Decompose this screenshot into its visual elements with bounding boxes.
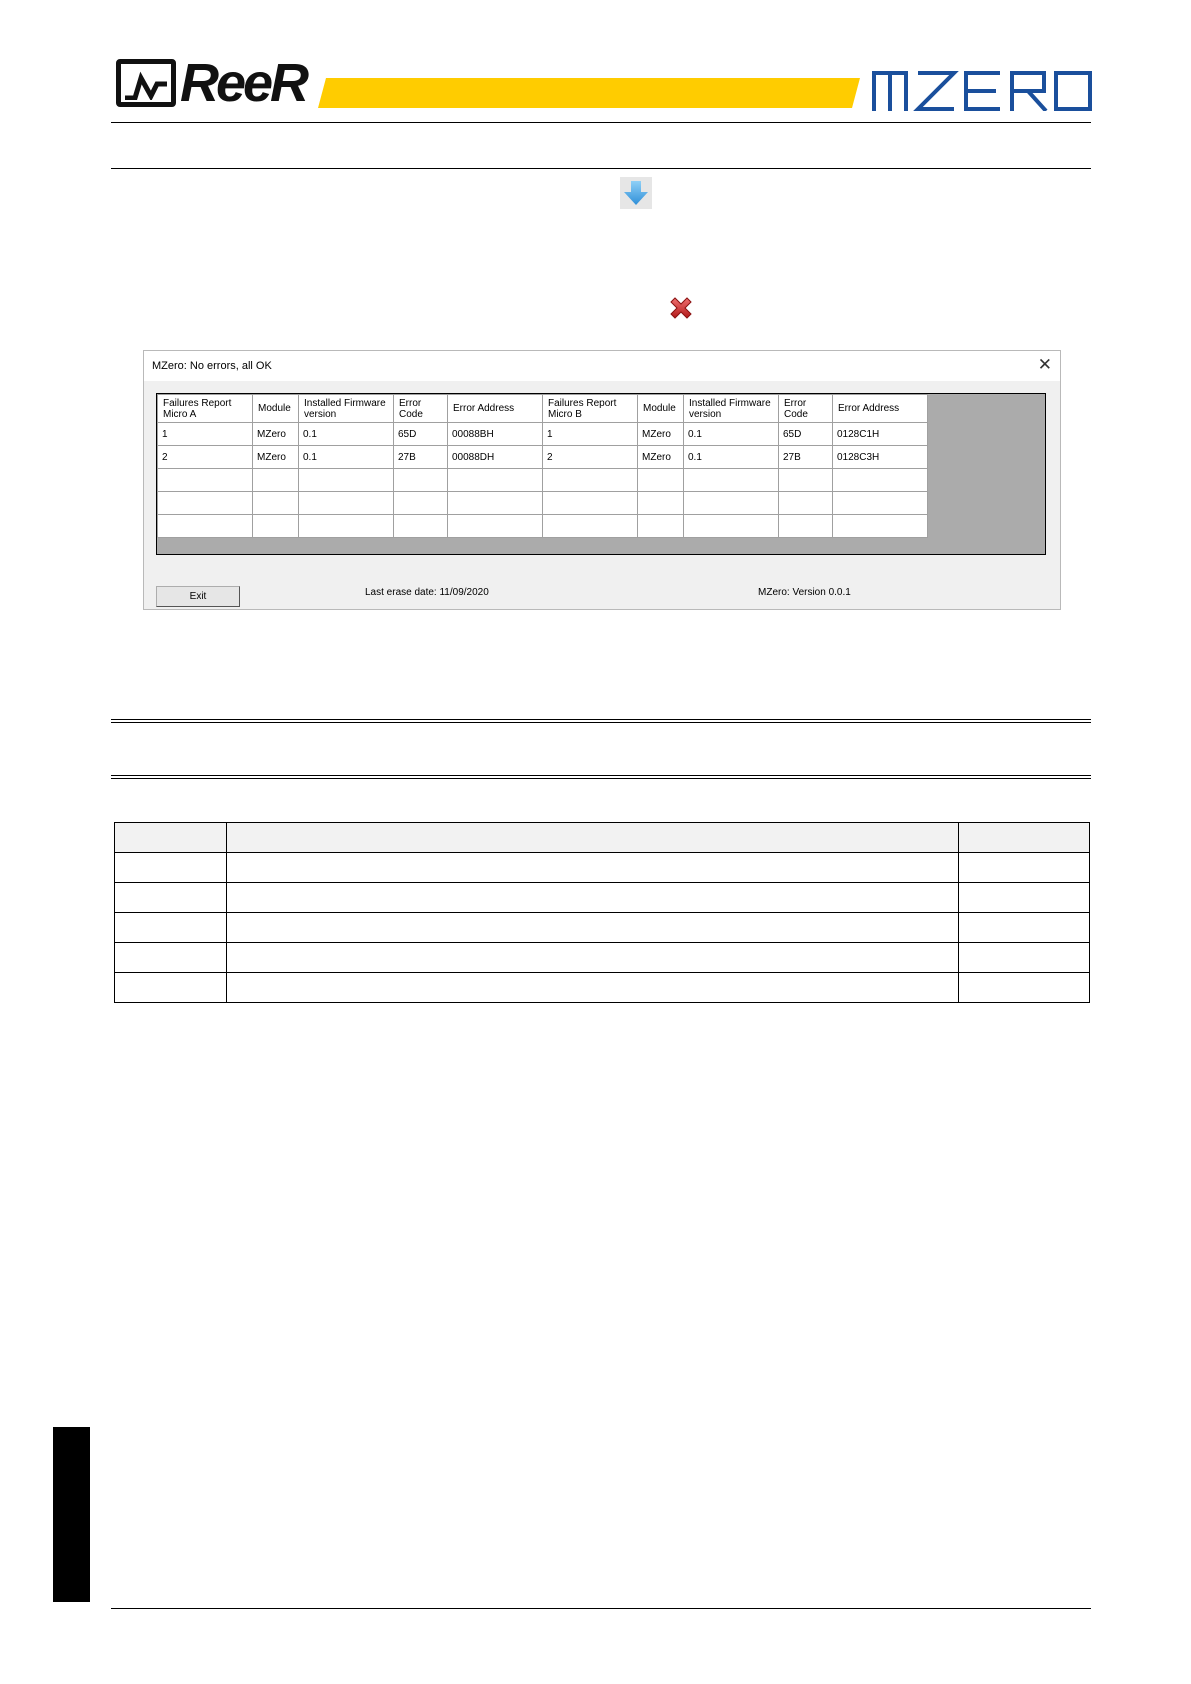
grid-header-cell[interactable] xyxy=(394,395,448,423)
grid-header-cell[interactable] xyxy=(833,395,928,423)
revision-row xyxy=(115,853,1090,883)
language-side-tab xyxy=(53,1427,90,1602)
grid-cell[interactable] xyxy=(448,469,543,492)
revision-cell xyxy=(226,973,958,1003)
reer-logo-text: ReeR xyxy=(180,53,307,113)
grid-cell[interactable]: 00088DH xyxy=(448,446,543,469)
grid-header-text: Micro B xyxy=(548,408,582,420)
grid-header-text: Error xyxy=(399,397,422,409)
footer-rule xyxy=(111,1608,1091,1609)
exit-button[interactable]: Exit xyxy=(156,586,240,607)
grid-header-text: Error Address xyxy=(453,403,515,414)
grid-cell[interactable] xyxy=(833,515,928,538)
revision-cell xyxy=(115,913,227,943)
grid-cell[interactable] xyxy=(638,515,684,538)
grid-cell[interactable] xyxy=(253,515,299,538)
revision-cell xyxy=(226,913,958,943)
grid-cell[interactable] xyxy=(299,469,394,492)
grid-cell[interactable]: 0.1 xyxy=(684,423,779,446)
grid-cell[interactable]: 27B xyxy=(394,446,448,469)
revision-row xyxy=(115,973,1090,1003)
revision-cell xyxy=(226,853,958,883)
grid-header-text: Code xyxy=(399,408,423,420)
section-rule xyxy=(111,168,1091,169)
revision-row xyxy=(115,943,1090,973)
revision-cell xyxy=(959,853,1090,883)
grid-cell[interactable]: 0128C3H xyxy=(833,446,928,469)
revision-cell xyxy=(115,883,227,913)
grid-cell[interactable] xyxy=(394,469,448,492)
arrow-down-icon xyxy=(620,177,652,209)
grid-cell[interactable]: 0128C1H xyxy=(833,423,928,446)
grid-cell[interactable]: 2 xyxy=(158,446,253,469)
grid-cell[interactable] xyxy=(299,492,394,515)
grid-cell[interactable] xyxy=(833,469,928,492)
grid-cell[interactable] xyxy=(684,469,779,492)
reer-logo-mark-icon xyxy=(116,59,176,107)
grid-cell[interactable] xyxy=(158,492,253,515)
grid-row[interactable] xyxy=(158,469,928,492)
grid-cell[interactable] xyxy=(394,492,448,515)
grid-cell[interactable] xyxy=(638,469,684,492)
revision-cell xyxy=(115,973,227,1003)
grid-cell[interactable]: 2 xyxy=(543,446,638,469)
grid-header-text: version xyxy=(304,408,337,420)
grid-header-cell[interactable] xyxy=(779,395,833,423)
grid-cell[interactable] xyxy=(299,515,394,538)
grid-header-text: Code xyxy=(784,408,808,420)
grid-cell[interactable]: 0.1 xyxy=(684,446,779,469)
grid-cell[interactable] xyxy=(448,515,543,538)
grid-cell[interactable]: 0.1 xyxy=(299,446,394,469)
yellow-brand-band xyxy=(318,78,860,108)
grid-cell[interactable] xyxy=(543,469,638,492)
revision-cell xyxy=(115,853,227,883)
failures-report-dialog xyxy=(143,350,1061,610)
grid-row[interactable] xyxy=(158,446,928,469)
grid-header-cell[interactable] xyxy=(299,395,394,423)
grid-cell[interactable]: 27B xyxy=(779,446,833,469)
grid-header-cell[interactable] xyxy=(448,395,543,423)
mzero-logo xyxy=(872,71,1092,111)
grid-header-cell[interactable] xyxy=(158,395,253,423)
grid-cell[interactable] xyxy=(543,492,638,515)
failures-grid xyxy=(157,394,928,538)
grid-cell[interactable] xyxy=(779,515,833,538)
grid-cell[interactable] xyxy=(158,469,253,492)
failures-grid-container xyxy=(156,393,1046,555)
grid-header-cell[interactable] xyxy=(543,395,638,423)
grid-header-text: version xyxy=(689,408,722,420)
grid-cell[interactable]: MZero xyxy=(638,423,684,446)
revision-cell xyxy=(959,913,1090,943)
grid-cell[interactable]: 1 xyxy=(158,423,253,446)
grid-row[interactable] xyxy=(158,423,928,446)
grid-cell[interactable]: 1 xyxy=(543,423,638,446)
grid-cell[interactable] xyxy=(638,492,684,515)
reer-logo xyxy=(116,53,307,113)
grid-cell[interactable] xyxy=(779,492,833,515)
grid-cell[interactable] xyxy=(253,492,299,515)
revision-cell xyxy=(115,823,227,853)
revision-cell xyxy=(959,883,1090,913)
grid-cell[interactable]: MZero xyxy=(253,446,299,469)
revision-cell xyxy=(226,823,958,853)
grid-header-text: Failures Report xyxy=(163,397,232,409)
close-icon[interactable]: ✕ xyxy=(1037,355,1052,374)
grid-header-text: Error Address xyxy=(838,403,900,414)
grid-header-text: Micro A xyxy=(163,408,197,420)
grid-header-cell[interactable] xyxy=(684,395,779,423)
revision-header-row xyxy=(115,823,1090,853)
grid-cell[interactable]: 65D xyxy=(394,423,448,446)
grid-cell[interactable] xyxy=(779,469,833,492)
header-rule xyxy=(111,122,1091,123)
grid-cell[interactable] xyxy=(684,492,779,515)
double-rule-bottom xyxy=(111,775,1091,779)
grid-row[interactable] xyxy=(158,515,928,538)
grid-header-text: Installed Firmware xyxy=(689,397,771,409)
revision-table xyxy=(114,822,1090,1003)
grid-cell[interactable] xyxy=(543,515,638,538)
revision-cell xyxy=(226,883,958,913)
grid-header-text: Module xyxy=(258,403,291,414)
grid-cell[interactable] xyxy=(158,515,253,538)
grid-cell[interactable] xyxy=(833,492,928,515)
grid-cell[interactable]: 0.1 xyxy=(299,423,394,446)
grid-header-text: Installed Firmware xyxy=(304,397,386,409)
revision-cell xyxy=(959,973,1090,1003)
grid-row[interactable] xyxy=(158,492,928,515)
grid-cell[interactable] xyxy=(253,469,299,492)
grid-cell[interactable]: MZero xyxy=(638,446,684,469)
grid-cell[interactable]: MZero xyxy=(253,423,299,446)
revision-row xyxy=(115,913,1090,943)
dialog-title: MZero: No errors, all OK xyxy=(152,360,272,372)
grid-header-cell[interactable] xyxy=(638,395,684,423)
double-rule-top xyxy=(111,719,1091,723)
grid-header-row xyxy=(158,395,928,423)
revision-cell xyxy=(115,943,227,973)
grid-cell[interactable]: 65D xyxy=(779,423,833,446)
grid-header-cell[interactable] xyxy=(253,395,299,423)
revision-cell xyxy=(959,943,1090,973)
revision-cell xyxy=(226,943,958,973)
revision-row xyxy=(115,883,1090,913)
grid-header-text: Failures Report xyxy=(548,397,617,409)
grid-cell[interactable] xyxy=(394,515,448,538)
version-label: MZero: Version 0.0.1 xyxy=(758,587,851,598)
grid-cell[interactable]: 00088BH xyxy=(448,423,543,446)
grid-cell[interactable] xyxy=(684,515,779,538)
grid-header-text: Module xyxy=(643,403,676,414)
red-x-icon xyxy=(668,295,694,321)
last-erase-date: Last erase date: 11/09/2020 xyxy=(365,587,489,598)
grid-header-text: Error xyxy=(784,397,807,409)
revision-cell xyxy=(959,823,1090,853)
grid-cell[interactable] xyxy=(448,492,543,515)
dialog-titlebar xyxy=(144,351,1060,381)
